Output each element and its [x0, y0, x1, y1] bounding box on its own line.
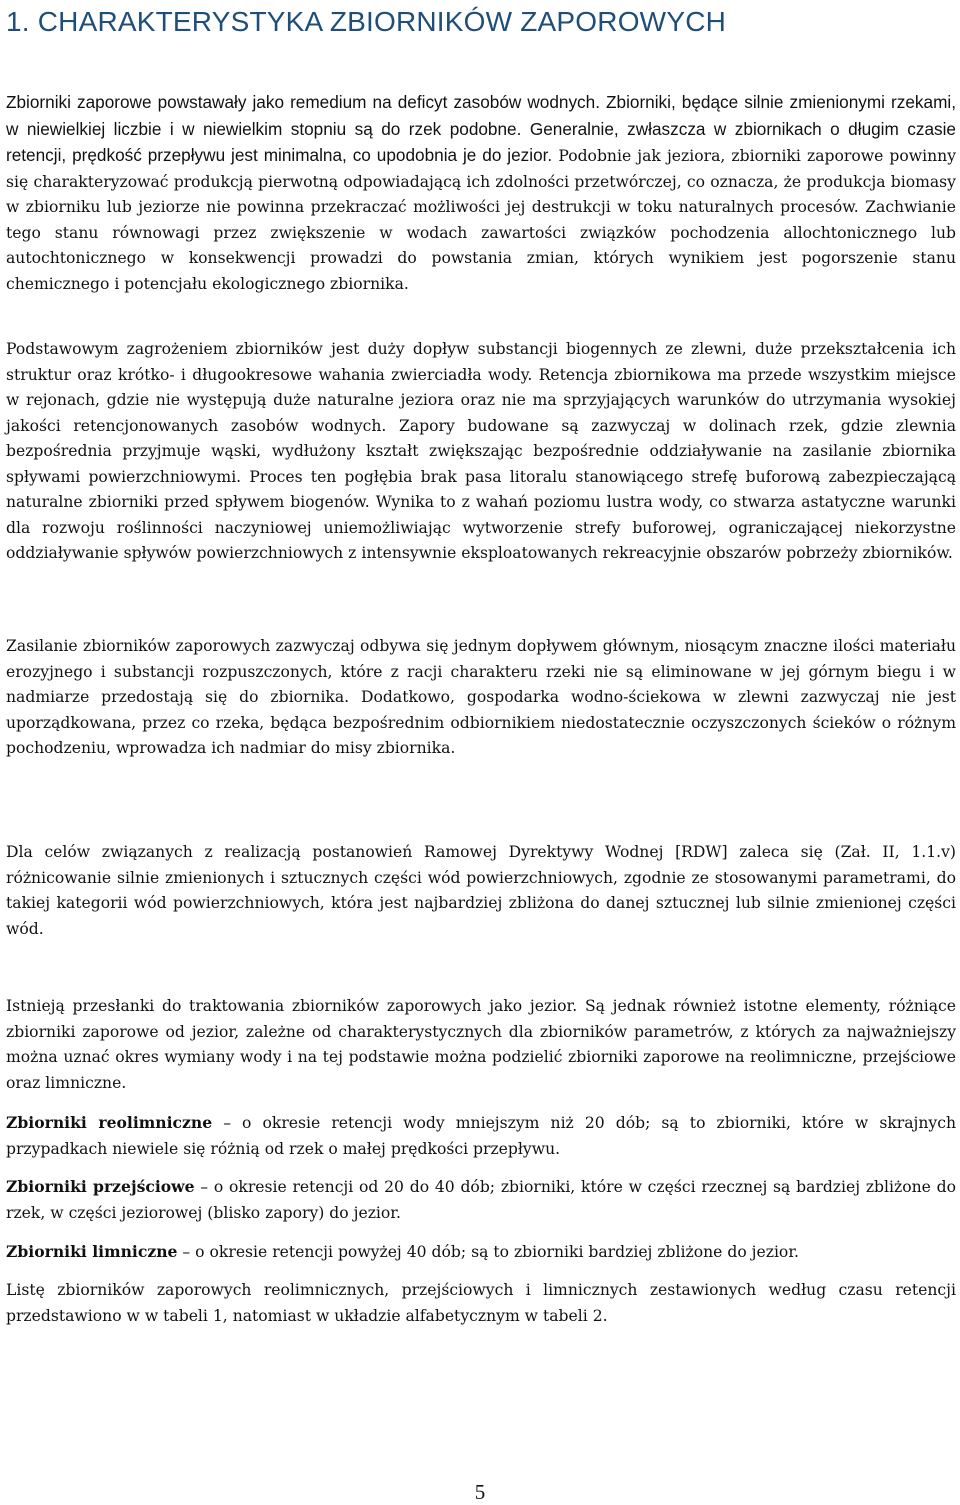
- definition-reolimnic: – o okresie retencji wody mniejszym niż 20 dób; są to zbiorniki, które w skrajnych przypadkach niewiele się różnią od rzek o małej prędkości przepływu.: [6, 1114, 956, 1158]
- term-limnic: Zbiorniki limniczne: [6, 1242, 178, 1261]
- definition-transitional: – o okresie retencji od 20 do 40 dób; zbiorniki, które w części rzecznej są bardziej zbliżone do rzek, w części jeziorowej (blisko zapory) do jezior.: [6, 1178, 956, 1222]
- paragraph-reolimnic: [6, 1110, 956, 1162]
- paragraph-rdw: Dla celów związanych z realizacją postanowień Ramowej Dyrektywy Wodnej [RDW] zaleca się (Zał. II, 1.1.v) różnicowanie silnie zmienionych i sztucznych części wód powierzchniowych, zgodnie ze stosowanymi parametrami, do takiej kategorii wód powierzchniowych, która jest najbardziej zbliżona do danej sztucznej lub silnie zmienionej części wód.: [6, 843, 956, 938]
- definition-limnic: – o okresie retencji powyżej 40 dób; są to zbiorniki bardziej zbliżone do jezior.: [177, 1243, 800, 1261]
- paragraph-threats: Podstawowym zagrożeniem zbiorników jest duży dopływ substancji biogennych ze zlewni, duże przekształcenia ich struktur oraz krótko- i długookresowe wahania zwierciadła wody. Retencja zbiornikowa ma przede wszystkim miejsce w rejonach, gdzie nie występują duże naturalne jeziora oraz nie ma sprzyjających warunków do utrzymania wysokiej jakości retencjonowanych zasobów wodnych. Zapory budowane są zazwyczaj w dolinach rzek, gdzie zlewnia bezpośrednia przyjmuje wąski, wydłużony kształt zwiększając bezpośrednie oddziaływanie na zasilanie zbiornika spływami powierzchniowymi. Proces ten pogłębia brak pasa litoralu stanowiącego strefę buforową zabezpieczającą naturalne zbiorniki przed spływem biogenów. Wynika to z wahań poziomu lustra wody, co stwarza astatyczne warunki dla rozwoju roślinności naczyniowej uniemożliwiając wytworzenie strefy buforowej, ograniczającej niekorzystne oddziaływanie spływów powierzchniowych z intensywnie eksploatowanych rekreacyjnie obszarów pobrzeży zbiorników.: [6, 340, 956, 562]
- paragraph-transitional: [6, 1174, 956, 1226]
- paragraph-limnic: [6, 1239, 956, 1266]
- paragraph-supply: Zasilanie zbiorników zaporowych zazwyczaj odbywa się jednym dopływem głównym, niosącym znaczne ilości materiału erozyjnego i substancji rozpuszczonych, które z racji charakteru rzeki nie są eliminowane w jej górnym biegu i w nadmiarze przedostają się do zbiornika. Dodatkowo, gospodarka wodno-ściekowa w zlewni zazwyczaj nie jest uporządkowana, przez co rzeka, będąca bezpośrednim odbiornikiem niedostatecznie oczyszczonych ścieków o różnym pochodzeniu, wprowadza ich nadmiar do misy zbiornika.: [6, 637, 956, 757]
- paragraph-intro-part-b: Podobnie jak jeziora, zbiorniki zaporowe powinny się charakteryzować produkcją pierwotną odpowiadającą ich zdolności przetwórczej, co oznacza, że produkcja biomasy w zbiorniku lub jeziorze nie powinna przekraczać możliwości jej destrukcji w toku naturalnych procesów. Zachwianie tego stanu równowagi przez zwiększenie w wodach zawartości związków pochodzenia allochtonicznego lub autochtonicznego w konsekwencji prowadzi do powstania zmian, których wynikiem jest pogorszenie stanu chemicznego i potencjału ekologicznego zbiornika.: [6, 147, 957, 293]
- page-number: 5: [474, 1480, 486, 1504]
- term-transitional: Zbiorniki przejściowe: [6, 1177, 195, 1196]
- section-heading: 1. CHARAKTERYSTYKA ZBIORNIKÓW ZAPOROWYCH: [6, 6, 727, 37]
- term-reolimnic: Zbiorniki reolimniczne: [6, 1113, 213, 1132]
- paragraph-tables-reference: Listę zbiorników zaporowych reolimnicznych, przejściowych i limnicznych zestawionych według czasu retencji przedstawiono w w tabeli 1, natomiast w układzie alfabetycznym w tabeli 2.: [6, 1281, 956, 1325]
- paragraph-intro: [6, 90, 956, 297]
- paragraph-classification: Istnieją przesłanki do traktowania zbiorników zaporowych jako jezior. Są jednak również istotne elementy, różniące zbiorniki zaporowe od jezior, zależne od charakterystycznych dla zbiorników parametrów, z których za najważniejszy można uznać okres wymiany wody i na tej podstawie można podzielić zbiorniki zaporowe na reolimniczne, przejściowe oraz limniczne.: [6, 997, 956, 1092]
- paragraph-intro-part-a: Zbiorniki zaporowe powstawały jako remedium na deficyt zasobów wodnych. Zbiorniki, będące silnie zmienionymi rzekami, w niewielkiej liczbie i w niewielkim stopniu są do rzek podobne. Generalnie, zwłaszcza w zbiornikach o długim czasie retencji, prędkość przepływu jest minimalna, co upodobnia je do jezior.: [6, 92, 956, 165]
